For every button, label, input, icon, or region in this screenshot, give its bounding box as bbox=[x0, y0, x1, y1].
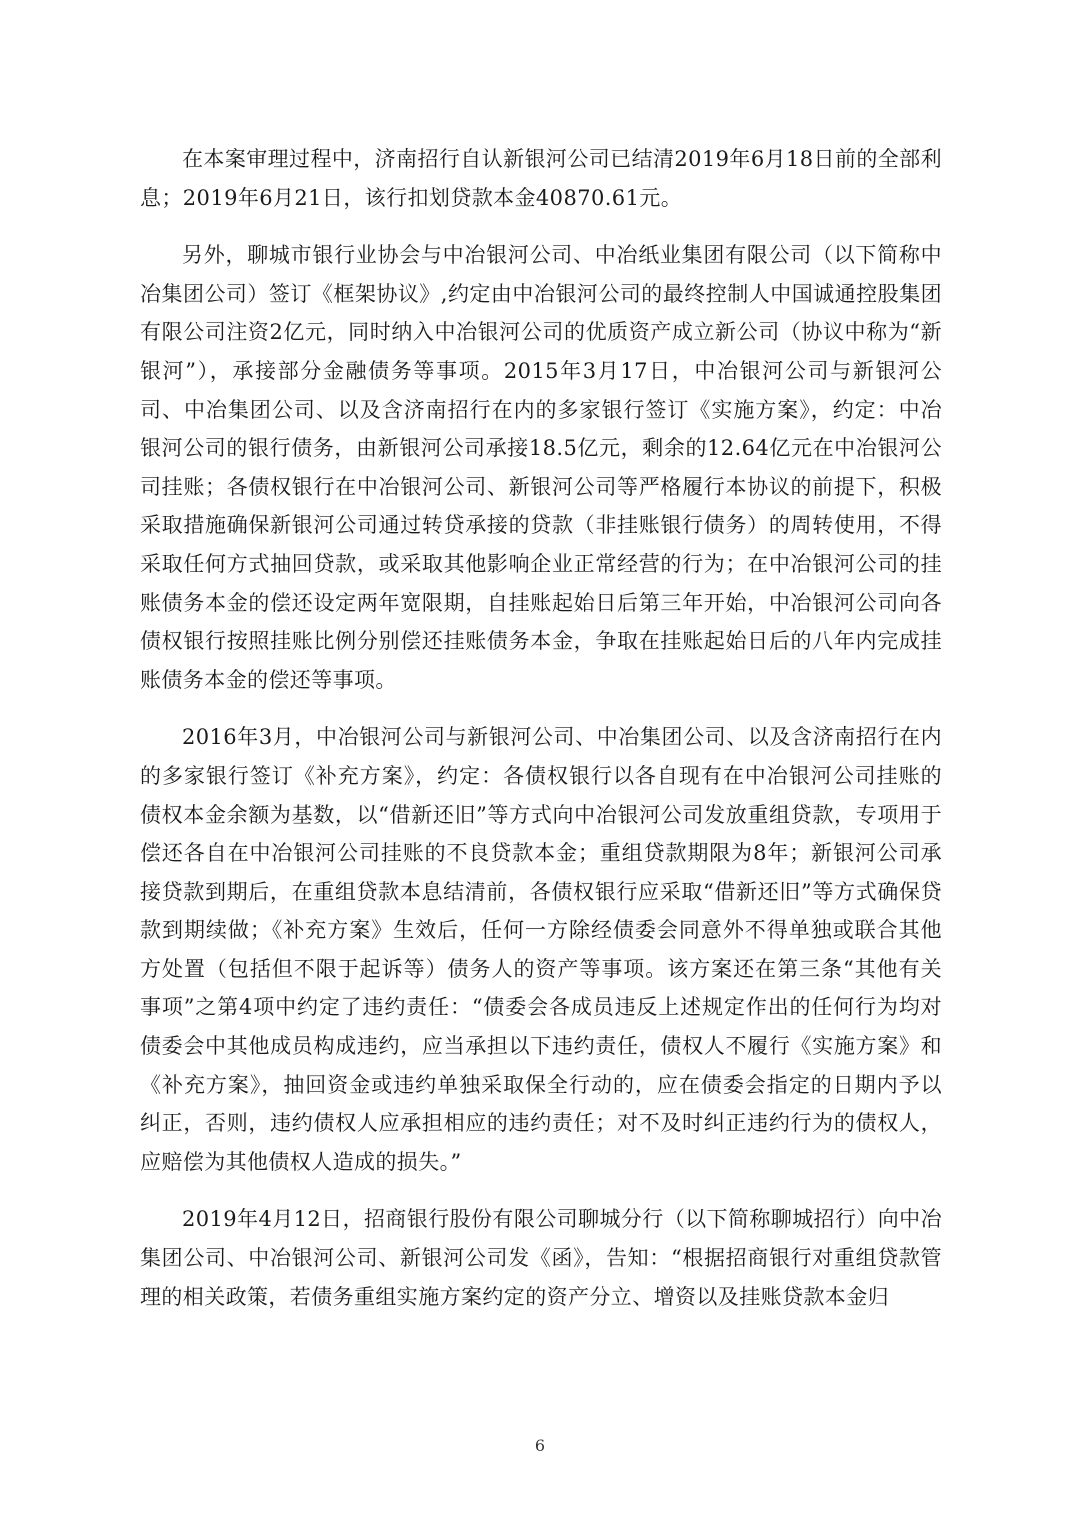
paragraph-1: 在本案审理过程中，济南招行自认新银河公司已结清2019年6月18日前的全部利息；2019年6月21日，该行扣划贷款本金40870.61元。 bbox=[140, 147, 942, 210]
paragraph-3: 2016年3月，中冶银河公司与新银河公司、中冶集团公司、以及含济南招行在内的多家银行签订《补充方案》，约定：各债权银行以各自现有在中冶银河公司挂账的债权本金余额为基数，以“借新还旧”等方式向中冶银河公司发放重组贷款，专项用于偿还各自在中冶银河公司挂账的不良贷款本金；重组贷款期限为8年；新银河公司承接贷款到期后，在重组贷款本息结清前，各债权银行应采取“借新还旧”等方式确保贷款到期续做；《补充方案》生效后，任何一方除经债委会同意外不得单独或联合其他方处置（包括但不限于起诉等）债务人的资产等事项。该方案还在第三条“其他有关事项”之第4项中约定了违约责任：“债委会各成员违反上述规定作出的任何行为均对债委会中其他成员构成违约，应当承担以下违约责任，债权人不履行《实施方案》和《补充方案》，抽回资金或违约单独采取保全行动的，应在债委会指定的日期内予以纠正，否则，违约债权人应承担相应的违约责任；对不及时纠正违约行为的债权人，应赔偿为其他债权人造成的损失。” bbox=[140, 725, 942, 1174]
document-body bbox=[140, 140, 942, 1335]
paragraph-2: 另外，聊城市银行业协会与中冶银河公司、中冶纸业集团有限公司（以下简称中冶集团公司）签订《框架协议》,约定由中冶银河公司的最终控制人中国诚通控股集团有限公司注资2亿元，同时纳入中冶银河公司的优质资产成立新公司（协议中称为“新银河”），承接部分金融债务等事项。2015年3月17日，中冶银河公司与新银河公司、中冶集团公司、以及含济南招行在内的多家银行签订《实施方案》，约定：中冶银河公司的银行债务，由新银河公司承接18.5亿元，剩余的12.64亿元在中冶银河公司挂账；各债权银行在中冶银河公司、新银河公司等严格履行本协议的前提下，积极采取措施确保新银河公司通过转贷承接的贷款（非挂账银行债务）的周转使用，不得采取任何方式抽回贷款，或采取其他影响企业正常经营的行为；在中冶银河公司的挂账债务本金的偿还设定两年宽限期，自挂账起始日后第三年开始，中冶银河公司向各债权银行按照挂账比例分别偿还挂账债务本金，争取在挂账起始日后的八年内完成挂账债务本金的偿还等事项。 bbox=[140, 243, 942, 692]
page-number: 6 bbox=[534, 1436, 546, 1455]
paragraph-4: 2019年4月12日，招商银行股份有限公司聊城分行（以下简称聊城招行）向中冶集团公司、中冶银河公司、新银河公司发《函》，告知：“根据招商银行对重组贷款管理的相关政策，若债务重组实施方案约定的资产分立、增资以及挂账贷款本金归 bbox=[140, 1207, 942, 1309]
